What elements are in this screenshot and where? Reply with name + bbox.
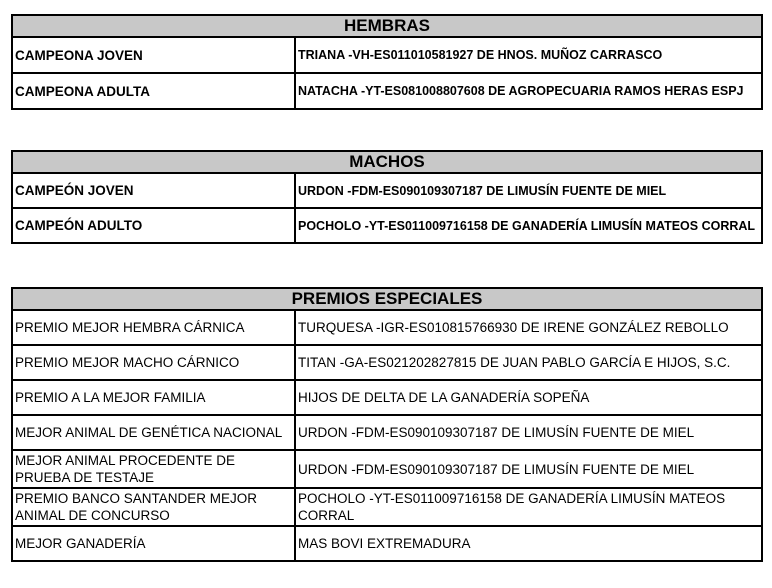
award-winner: URDON -FDM-ES090109307187 DE LIMUSÍN FUENTE DE MIEL bbox=[295, 450, 762, 488]
award-label: MEJOR ANIMAL PROCEDENTE DE PRUEBA DE TESTAJE bbox=[12, 450, 295, 488]
table-row bbox=[12, 310, 762, 345]
table-row bbox=[12, 345, 762, 380]
award-label: PREMIO A LA MEJOR FAMILIA bbox=[12, 380, 295, 415]
table-row bbox=[12, 380, 762, 415]
section-title: HEMBRAS bbox=[12, 15, 762, 37]
award-label: MEJOR GANADERÍA bbox=[12, 526, 295, 561]
table-row bbox=[12, 208, 762, 243]
award-label: CAMPEÓN ADULTO bbox=[12, 208, 295, 243]
table-row bbox=[12, 73, 762, 109]
section-header bbox=[12, 15, 762, 37]
award-winner: TURQUESA -IGR-ES010815766930 DE IRENE GONZÁLEZ REBOLLO bbox=[295, 310, 762, 345]
award-winner: HIJOS DE DELTA DE LA GANADERÍA SOPEÑA bbox=[295, 380, 762, 415]
award-winner: NATACHA -YT-ES081008807608 DE AGROPECUARIA RAMOS HERAS ESPJ bbox=[295, 73, 762, 109]
table-row bbox=[12, 488, 762, 526]
award-winner: TRIANA -VH-ES011010581927 DE HNOS. MUÑOZ CARRASCO bbox=[295, 37, 762, 73]
award-label: PREMIO MEJOR HEMBRA CÁRNICA bbox=[12, 310, 295, 345]
award-winner: URDON -FDM-ES090109307187 DE LIMUSÍN FUENTE DE MIEL bbox=[295, 173, 762, 208]
section-header bbox=[12, 151, 762, 173]
hembras-table bbox=[11, 14, 763, 110]
award-winner: POCHOLO -YT-ES011009716158 DE GANADERÍA LIMUSÍN MATEOS CORRAL bbox=[295, 208, 762, 243]
table-row bbox=[12, 173, 762, 208]
section-title: PREMIOS ESPECIALES bbox=[12, 288, 762, 310]
award-label: PREMIO MEJOR MACHO CÁRNICO bbox=[12, 345, 295, 380]
award-winner: URDON -FDM-ES090109307187 DE LIMUSÍN FUENTE DE MIEL bbox=[295, 415, 762, 450]
table-row bbox=[12, 37, 762, 73]
award-winner: MAS BOVI EXTREMADURA bbox=[295, 526, 762, 561]
award-label: CAMPEONA ADULTA bbox=[12, 73, 295, 109]
award-label: MEJOR ANIMAL DE GENÉTICA NACIONAL bbox=[12, 415, 295, 450]
award-winner: POCHOLO -YT-ES011009716158 DE GANADERÍA LIMUSÍN MATEOS CORRAL bbox=[295, 488, 762, 526]
section-header bbox=[12, 288, 762, 310]
award-label: CAMPEONA JOVEN bbox=[12, 37, 295, 73]
machos-table bbox=[11, 150, 763, 244]
award-label: CAMPEÓN JOVEN bbox=[12, 173, 295, 208]
table-row bbox=[12, 415, 762, 450]
premios-especiales-table bbox=[11, 287, 763, 562]
table-row bbox=[12, 526, 762, 561]
section-title: MACHOS bbox=[12, 151, 762, 173]
award-label: PREMIO BANCO SANTANDER MEJOR ANIMAL DE CONCURSO bbox=[12, 488, 295, 526]
award-winner: TITAN -GA-ES021202827815 DE JUAN PABLO GARCÍA E HIJOS, S.C. bbox=[295, 345, 762, 380]
table-row bbox=[12, 450, 762, 488]
